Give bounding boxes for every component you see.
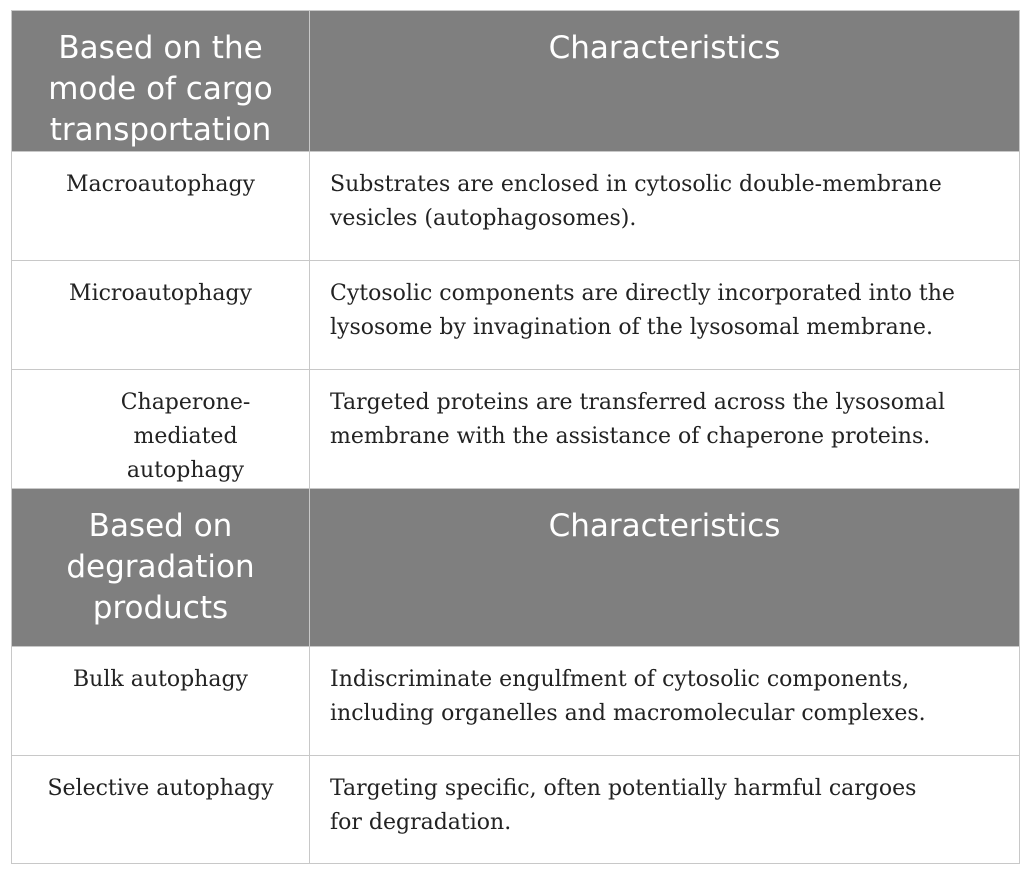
table-row <box>12 152 1020 261</box>
table-row <box>12 647 1020 756</box>
table-row <box>12 756 1020 864</box>
row-characteristics: Targeting specific, often potentially harmful cargoes for degradation. <box>310 756 1020 864</box>
row-characteristics: Targeted proteins are transferred across the lysosomal membrane with the assistance of chaperone proteins. <box>310 370 1020 489</box>
row-characteristics: Cytosolic components are directly incorporated into the lysosome by invagination of the lysosomal membrane. <box>310 261 1020 370</box>
section2-characteristics-header: Characteristics <box>310 489 1020 647</box>
row-characteristics: Substrates are enclosed in cytosolic double-membrane vesicles (autophagosomes). <box>310 152 1020 261</box>
autophagy-classification-table-container <box>11 10 1019 864</box>
row-type-name: Chaperone-mediated autophagy <box>12 370 310 489</box>
section1-characteristics-header: Characteristics <box>310 11 1020 152</box>
row-type-name: Macroautophagy <box>12 152 310 261</box>
autophagy-classification-table <box>11 10 1020 864</box>
section2-header-row <box>12 489 1020 647</box>
table-row <box>12 370 1020 489</box>
table-row <box>12 261 1020 370</box>
section1-category-header: Based on the mode of cargo transportation <box>12 11 310 152</box>
row-type-name: Selective autophagy <box>12 756 310 864</box>
section2-category-header: Based on degradation products <box>12 489 310 647</box>
section1-header-row <box>12 11 1020 152</box>
row-type-name: Bulk autophagy <box>12 647 310 756</box>
row-type-name: Microautophagy <box>12 261 310 370</box>
row-characteristics: Indiscriminate engulfment of cytosolic components, including organelles and macromolecular complexes. <box>310 647 1020 756</box>
